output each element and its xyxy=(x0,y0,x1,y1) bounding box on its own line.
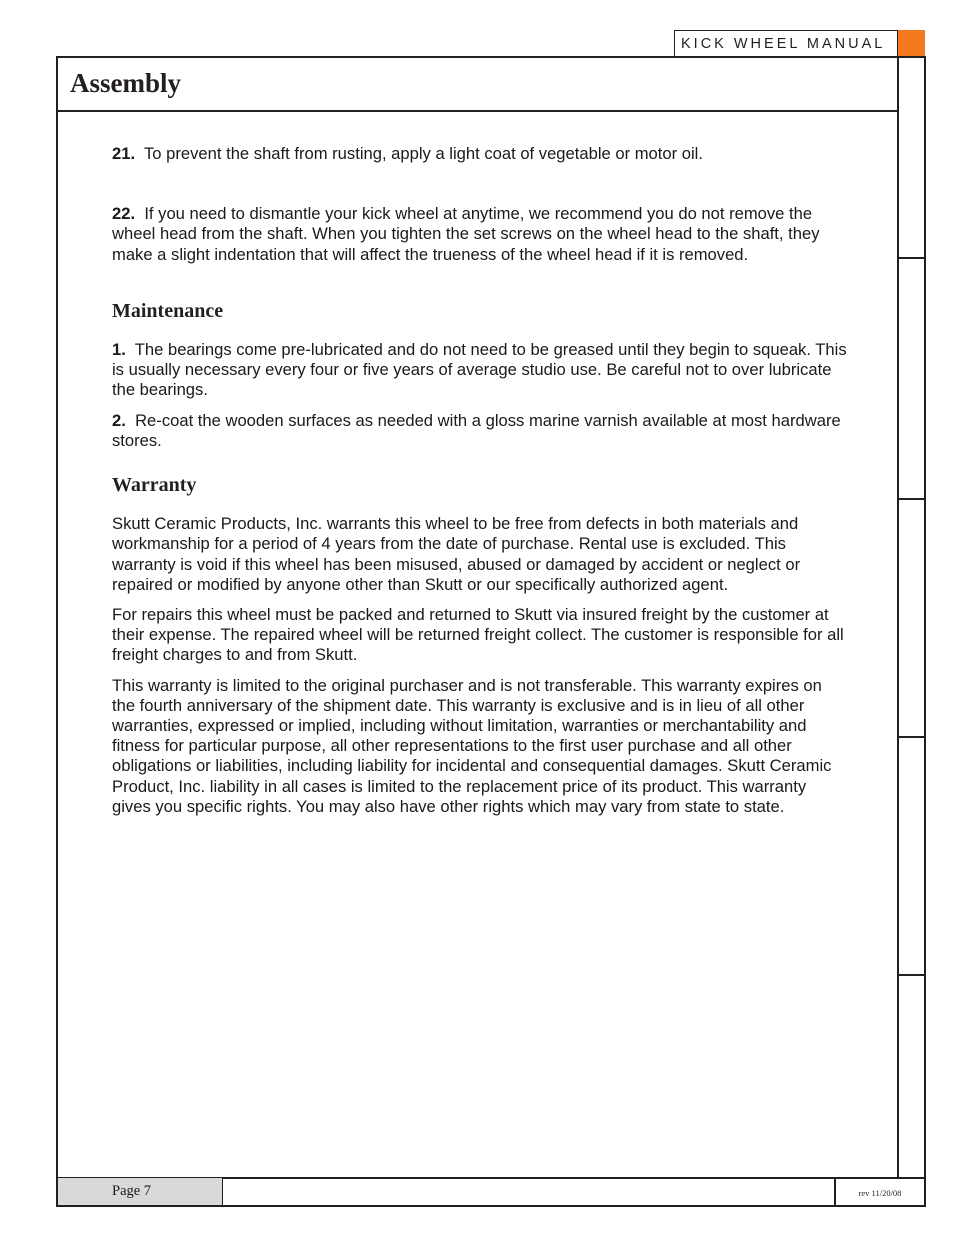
side-tick-1 xyxy=(897,257,926,259)
warranty-heading: Warranty xyxy=(112,474,197,497)
maintenance-item-1 xyxy=(112,340,847,401)
step-text: To prevent the shaft from rusting, apply a light coat of vegetable or motor oil. xyxy=(144,144,703,163)
step-text: The bearings come pre-lubricated and do not need to be greased until they begin to squeak. This is usually necessary every four or five years of average studio use. Be careful not to over lubricate the bearings. xyxy=(112,340,847,400)
step-21 xyxy=(112,144,847,164)
warranty-paragraph: Skutt Ceramic Products, Inc. warrants this wheel to be free from defects in both materials and workmanship for a period of 4 years from the date of purchase. Rental use is excluded. This warranty is void if this wheel has been misused, abused or damaged by accident or neglect or repaired or modified by anyone other than Skutt or our specifically authorized agent. xyxy=(112,514,801,594)
accent-block xyxy=(898,30,925,56)
side-tick-3 xyxy=(897,736,926,738)
step-text: If you need to dismantle your kick wheel at anytime, we recommend you do not remove the wheel head from the shaft. When you tighten the set screws on the wheel head to the shaft, they make a slight indentation that will affect the trueness of the wheel head if it is removed. xyxy=(112,204,820,264)
title-divider xyxy=(56,110,899,112)
step-number: 21. xyxy=(112,144,136,163)
step-number: 1. xyxy=(112,340,126,360)
revision-date: rev 11/20/08 xyxy=(858,1188,902,1198)
side-margin-rule xyxy=(897,56,899,1178)
maintenance-heading: Maintenance xyxy=(112,299,224,322)
step-number: 22. xyxy=(112,204,136,224)
step-number: 2. xyxy=(112,410,126,430)
side-tick-4 xyxy=(897,974,926,976)
warranty-paragraph: For repairs this wheel must be packed and returned to Skutt via insured freight by the customer at their expense. The repaired wheel will be returned freight collect. The customer is responsible for all freight charges to and from Skutt. xyxy=(112,605,844,665)
side-tick-2 xyxy=(897,498,926,500)
page-content xyxy=(112,144,847,817)
warranty-paragraph: This warranty is limited to the original purchaser and is not transferable. This warranty expires on the fourth anniversary of the shipment date. This warranty is exclusive and is in lieu of all other warranties, expressed or implied, including without limitation, warranties or merchantability and fitness for particular purpose, all other representations to the first user purchase and all other obligations or liabilities, including liability for incidental and consequential damages. Skutt Ceramic Product, Inc. liability in all cases is limited to the replacement price of its product. This warranty gives you specific rights. You may also have other rights which may vary from state to state. xyxy=(112,675,832,816)
page-number: Page 7 xyxy=(58,1178,223,1205)
page-title: Assembly xyxy=(70,68,182,98)
step-text: Re-coat the wooden surfaces as needed with a gloss marine varnish available at most hardware stores. xyxy=(112,410,841,450)
manual-title-tab: KICK WHEEL MANUAL xyxy=(674,30,898,56)
maintenance-item-2 xyxy=(112,411,847,451)
step-22 xyxy=(112,204,847,265)
